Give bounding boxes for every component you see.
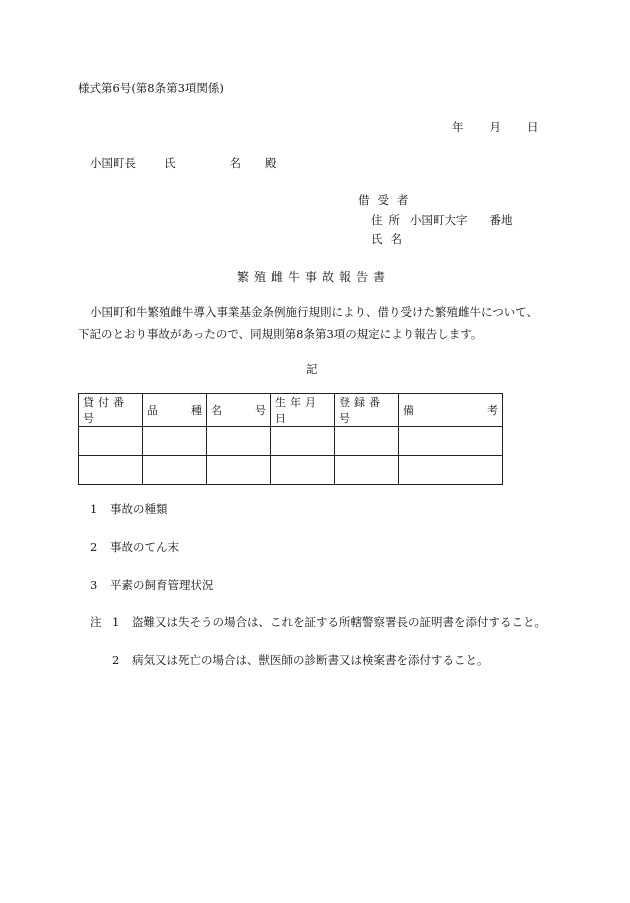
table-cell[interactable] [207,456,271,485]
body-line-2: 下記のとおり事故があったので、同規則第8条第3項の規定により報告します。 [78,327,483,341]
body-line-1: 小国町和牛繁殖雌牛導入事業基金条例施行規則により、借り受けた繁殖雌牛について、 [90,305,539,319]
addressee-line [90,155,277,171]
note-number: 1 [112,615,120,629]
borrower-heading: 借受者 [358,193,417,207]
note-number: 2 [112,653,120,667]
list-item [90,539,179,555]
notes-label: 注 [90,615,102,629]
address-label: 住所 [371,213,406,227]
table-cell[interactable] [79,427,143,456]
header-breed [143,394,207,427]
table-cell[interactable] [207,427,271,456]
date-month-label: 月 [489,120,501,134]
table-cell[interactable] [399,427,503,456]
ki-label: 記 [306,362,318,376]
addressee-shi: 氏 [164,156,176,170]
table-cell[interactable] [143,456,207,485]
table-row [79,427,503,456]
header-remarks [399,394,503,427]
table-row [79,456,503,485]
table-cell[interactable] [335,427,399,456]
header-breed-a: 品 [147,404,158,417]
table-cell[interactable] [143,427,207,456]
header-registration-number: 登録番号 [335,394,399,427]
addressee-title: 小国町長 [90,156,136,170]
note-item [90,614,546,652]
header-birth-date: 生年月日 [271,394,335,427]
header-name-a: 名 [211,404,222,417]
table-cell[interactable] [399,456,503,485]
addressee-dono: 殿 [265,156,277,170]
date-line [452,119,539,135]
item-text: 平素の飼育管理状況 [110,578,214,592]
header-remarks-a: 備 [403,404,414,417]
item-text: 事故のてん末 [110,540,179,554]
note-item [90,652,546,690]
list-item [90,501,168,517]
table-cell[interactable] [335,456,399,485]
date-day-label: 日 [527,120,539,134]
header-name-b: 号 [255,404,266,417]
header-name [207,394,271,427]
table-cell[interactable] [271,456,335,485]
header-loan-number: 貸付番号 [79,394,143,427]
table-cell[interactable] [271,427,335,456]
borrower-address-line [371,212,513,228]
borrower-name-label: 氏名 [371,232,410,246]
form-number-label: 様式第6号(第8条第3項関係) [78,81,224,95]
item-number: 2 [90,540,98,554]
date-year-label: 年 [452,120,464,134]
address-value: 小国町大字 [410,213,468,227]
item-number: 1 [90,502,98,516]
header-remarks-b: 考 [487,404,498,417]
item-text: 事故の種類 [110,502,168,516]
note-text: 病気又は死亡の場合は、獣医師の診断書又は検案書を添付すること。 [132,653,489,667]
list-item [90,577,214,593]
item-number: 3 [90,578,98,592]
banchi-label: 番地 [489,213,513,227]
addressee-mei: 名 [229,156,241,170]
body-paragraph [78,301,558,345]
document-title: 繁殖雌牛事故報告書 [237,270,391,284]
notes-section [90,614,546,690]
header-breed-b: 種 [191,404,202,417]
table-cell[interactable] [79,456,143,485]
table-header-row [79,394,503,427]
report-table [78,393,503,485]
note-text: 盗難又は失そうの場合は、これを証する所轄警察署長の証明書を添付すること。 [132,615,546,629]
